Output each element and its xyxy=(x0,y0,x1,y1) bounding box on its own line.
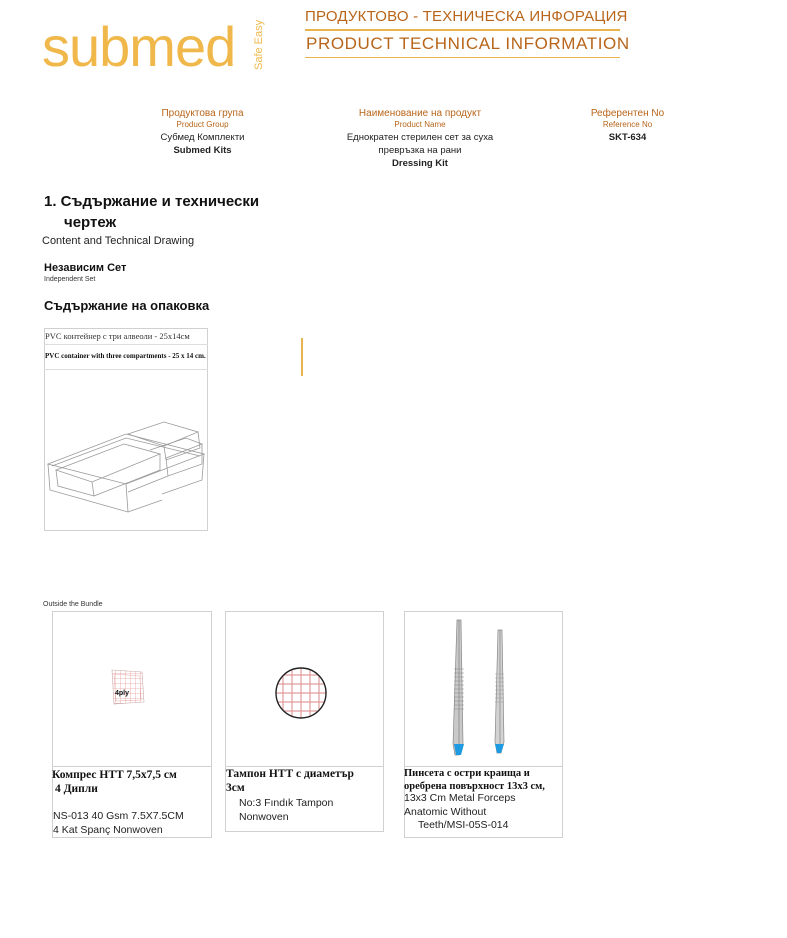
product-group-label-en: Product Group xyxy=(176,120,229,129)
product-name-value-1: Еднократен стерилен сет за суха xyxy=(346,132,494,143)
forceps-title-line1: Пинсета с остри краища и xyxy=(404,768,530,779)
container-divider xyxy=(44,344,208,345)
forceps-desc-line1: 13x3 Cm Metal Forceps xyxy=(404,792,516,804)
container-label-bg: PVC контейнер с три алвеоли - 25x14см xyxy=(45,331,190,341)
tampon-description xyxy=(239,796,333,824)
tampon-icon xyxy=(274,666,328,720)
tampon-desc-line2: Nonwoven xyxy=(239,811,289,823)
accent-bar xyxy=(301,338,303,376)
product-group-label: Продуктова група xyxy=(161,108,244,119)
independent-set-label: Независим Сет xyxy=(44,262,127,274)
compress-title-line2: 4 Дипли xyxy=(55,783,98,795)
product-name-value-2: превръзка на рани xyxy=(378,145,462,156)
pvc-container-drawing xyxy=(46,412,206,522)
compress-desc-line2: 4 Kat Spanç Nonwoven xyxy=(53,824,163,836)
product-name-column xyxy=(330,108,510,170)
forceps-title xyxy=(404,767,545,793)
outside-bundle-label: Outside the Bundle xyxy=(43,601,103,608)
forceps-desc-line3: Teeth/MSI-05S-014 xyxy=(418,819,509,831)
section-subtitle: Content and Technical Drawing xyxy=(42,235,195,247)
tampon-title-line2: 3см xyxy=(226,782,245,794)
section-title xyxy=(44,191,259,233)
product-name-label-en: Product Name xyxy=(394,120,446,129)
section-title-line1: 1. Съдържание и технически xyxy=(44,193,260,210)
forceps-desc-line2: Anatomic Without xyxy=(404,805,487,818)
product-group-column xyxy=(140,108,265,157)
reference-column xyxy=(570,108,685,144)
package-heading: Съдържание на опаковка xyxy=(44,298,210,313)
header-divider xyxy=(305,29,620,31)
title-en: PRODUCT TECHNICAL INFORMATION xyxy=(306,34,630,53)
header-underline xyxy=(305,57,620,58)
title-bg: ПРОДУКТОВО - ТЕХНИЧЕСКА ИНФОРАЦИЯ xyxy=(305,8,628,25)
tampon-desc-line1: No:3 Fındık Tampon xyxy=(239,797,334,809)
compress-description xyxy=(53,809,184,837)
logo-tagline: Safe Easy xyxy=(253,19,265,70)
forceps-title-line2: оребрена повърхност 13х3 см, xyxy=(404,781,545,792)
compress-gauze-icon xyxy=(110,668,146,706)
submed-logo xyxy=(42,12,272,82)
compress-title xyxy=(52,768,177,796)
compress-title-line1: Компрес НТТ 7,5х7,5 см xyxy=(52,769,177,781)
item-card-compress xyxy=(52,611,212,838)
product-group-value: Субмед Комплекти xyxy=(160,132,245,143)
logo-wordmark: submed xyxy=(42,15,236,78)
product-group-value-en: Submed Kits xyxy=(173,145,232,156)
forceps-description xyxy=(404,792,515,833)
reference-label-en: Reference No xyxy=(602,120,653,129)
product-name-label: Наименование на продукт xyxy=(358,108,482,119)
independent-set-label-en: Independent Set xyxy=(44,276,96,283)
tampon-title xyxy=(226,767,354,795)
compress-ply-badge: 4ply xyxy=(115,690,130,697)
tampon-title-line1: Тампон НТТ с диаметър xyxy=(226,768,354,780)
product-name-value-en: Dressing Kit xyxy=(392,158,448,169)
reference-label: Референтен No xyxy=(590,108,665,119)
forceps-icon xyxy=(440,614,520,764)
container-label-en: PVC container with three compartments - 25 x 14 cm. xyxy=(45,352,206,360)
container-divider-2 xyxy=(44,369,208,370)
compress-desc-line1: NS-013 40 Gsm 7.5X7.5CM xyxy=(53,810,184,822)
reference-value: SKT-634 xyxy=(608,132,647,143)
card-divider xyxy=(52,766,212,767)
section-title-line2: чертеж xyxy=(64,214,117,231)
